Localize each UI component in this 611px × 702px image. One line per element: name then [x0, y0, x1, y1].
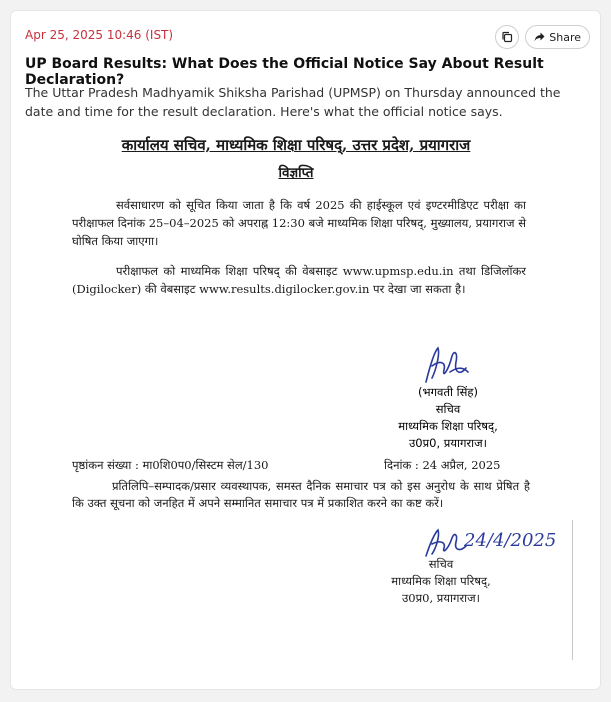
- article-headline: UP Board Results: What Does the Official Notice Say About Result Declaration?: [25, 56, 544, 88]
- article-intro: The Uttar Pradesh Madhyamik Shiksha Parishad (UPMSP) on Thursday announced the date and time for the result declaration. Here's what the official notice says.: [25, 85, 561, 119]
- action-bar: [495, 25, 590, 49]
- share-arrow-icon: [534, 32, 545, 42]
- signatory-org: माध्यमिक शिक्षा परिषद्,: [398, 419, 498, 433]
- copy-icon: [501, 31, 513, 43]
- article-card: [10, 10, 601, 690]
- signature-mark-2: [420, 526, 470, 560]
- signatory2-place: उ0प्र0, प्रयागराज।: [401, 591, 481, 605]
- signatory2-title: सचिव: [428, 557, 454, 571]
- signatory-title: सचिव: [435, 402, 461, 416]
- signature-mark: [418, 342, 474, 388]
- official-notice: [66, 136, 526, 298]
- timestamp: Apr 25, 2025 10:46 (IST): [25, 28, 174, 42]
- endorsement-date: दिनांक : 24 अप्रैल, 2025: [384, 458, 501, 472]
- signatory-block-2: [376, 556, 506, 607]
- copy-paragraph: प्रतिलिपि–सम्पादक/प्रसार व्यवस्थापक, समस्त दैनिक समाचार पत्र को इस अनुरोध के साथ प्रेषित है कि उक्त सूचना को जनहित में अपने सम्मानित समाचार पत्र में प्रकाशित करने का कष्ट करें।: [72, 479, 530, 510]
- copy-button[interactable]: [495, 25, 519, 49]
- signatory-block: [383, 384, 513, 452]
- notice-office-title: कार्यालय सचिव, माध्यमिक शिक्षा परिषद्, उत्तर प्रदेश, प्रयागराज: [121, 136, 471, 154]
- handwritten-date: 24/4/2025: [464, 530, 557, 551]
- notice-paragraph-1: सर्वसाधारण को सूचित किया जाता है कि वर्ष 2025 की हाईस्कूल एवं इण्टरमीडिएट परीक्षा का परीक्षाफल दिनांक 25–04–2025 को अपराह्न 12:30 बजे माध्यमिक शिक्षा परिषद्, मुख्यालय, प्रयागराज से घोषित किया जाएगा।: [72, 198, 526, 248]
- notice-paragraph-2: परीक्षाफल को माध्यमिक शिक्षा परिषद् की वेबसाइट www.upmsp.edu.in तथा डिजिलॉकर (Digilocker) की वेबसाइट www.results.digilocker.gov.in पर देखा जा सकता है।: [72, 264, 526, 296]
- share-label: Share: [549, 30, 581, 44]
- scan-edge-line: [572, 520, 573, 660]
- share-button[interactable]: [525, 25, 590, 49]
- signatory-place: उ0प्र0, प्रयागराज।: [408, 436, 488, 450]
- signatory2-org: माध्यमिक शिक्षा परिषद्,: [391, 574, 491, 588]
- endorsement-ref: पृष्ठांकन संख्या : मा0शि0प0/सिस्टम सेल/130: [72, 458, 269, 472]
- notice-heading: विज्ञप्ति: [278, 165, 314, 181]
- signatory-name: (भगवती सिंह): [418, 385, 478, 399]
